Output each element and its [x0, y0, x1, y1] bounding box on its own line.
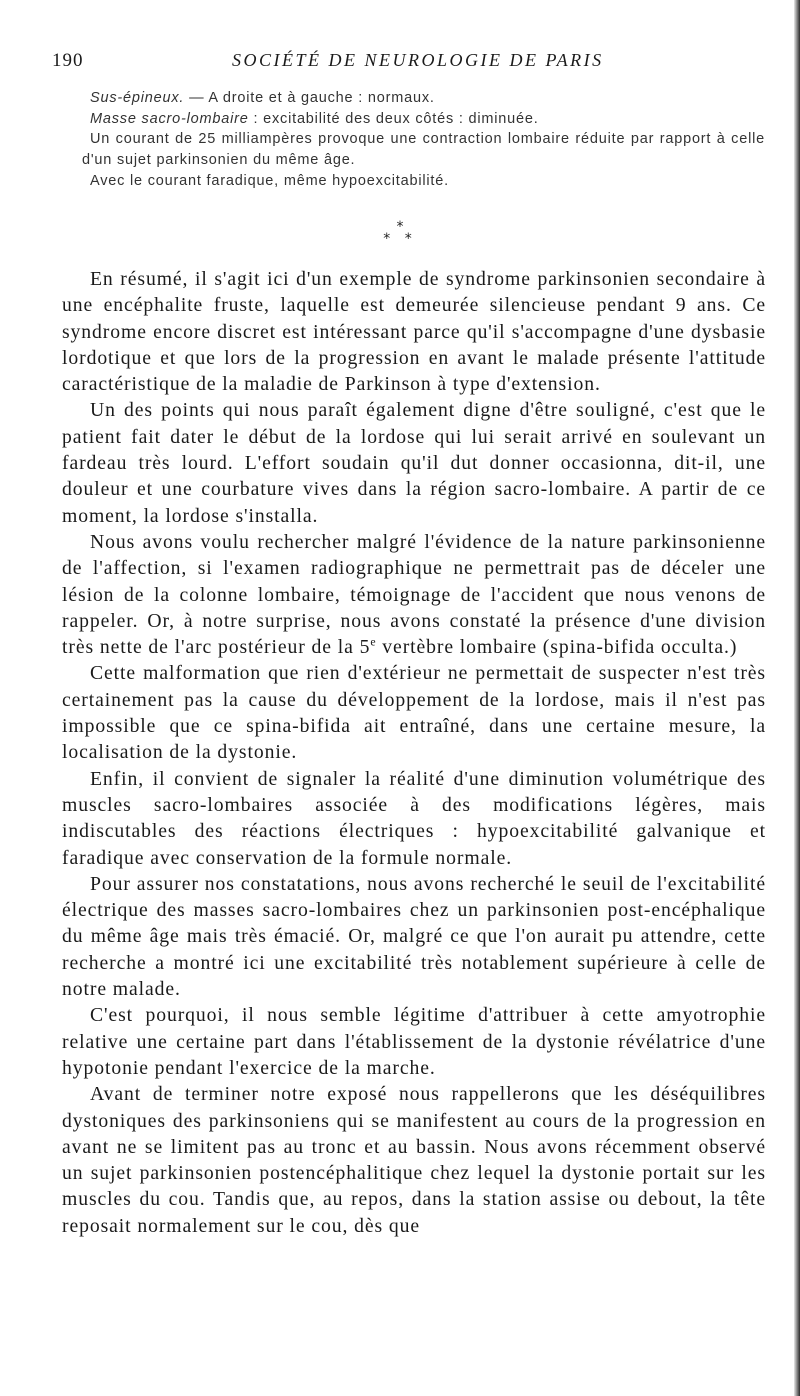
paragraph-points: Un des points qui nous paraît également digne d'être souligné, c'est que le patient fait dater le début de la lordose qui lui serait arrivé en soulevant un fardeau très lourd. L'effort soudain qu'il dut donner occasionna, dit-il, une douleur et une courbature vives dans la région sacro-lombaire. A partir de ce moment, la lordose s'installa. [62, 399, 766, 527]
paragraph-resume: En résumé, il s'agit ici d'un exemple de syndrome parkinsonien secondaire à une encéphalite fruste, laquelle est demeurée silencieuse pendant 9 ans. Ce syndrome encore discret est intéressant parce qu'il s'accompagne d'une dysbasie lordotique et que lors de la progression en avant le malade présente l'attitude caractéristique de la maladie de Parkinson à type d'extension. [62, 268, 766, 396]
examination-notes [82, 88, 765, 192]
section-asterism [0, 219, 800, 247]
paragraph-radiographie [62, 529, 766, 660]
page-header [52, 50, 742, 78]
page-edge-shadow [794, 0, 800, 1396]
paragraph-constatations: Pour assurer nos constatations, nous avons recherché le seuil de l'excitabilité électrique des masses sacro-lombaires chez un parkinsonien post-encéphalique du même âge mais très émacié. Or, malgré ce que l'on aurait pu attendre, cette recherche a montré ici une excitabilité très notablement supérieure à celle de notre malade. [62, 872, 766, 1001]
paragraph-amyotrophie: C'est pourquoi, il nous semble légitime d'attribuer à cette amyotrophie relative une certaine part dans l'établissement de la dystonie révélatrice d'une hypotonie pendant l'exercice de la marche. [62, 1004, 766, 1079]
superscript-e: e [370, 634, 377, 649]
note-masse-label: Masse sacro-lombaire [90, 110, 249, 127]
main-body-text [62, 266, 766, 1239]
note-sus-epineux [82, 88, 765, 109]
paragraph-malformation: Cette malformation que rien d'extérieur ne permettait de suspecter n'est très certainement pas la cause du développement de la lordose, mais il n'est pas impossible que ce spina-bifida ait entraîné, dans une certaine mesure, la localisation de la dystonie. [62, 662, 766, 764]
note-faradique: Avec le courant faradique, même hypoexcitabilité. [90, 172, 449, 189]
running-title: SOCIÉTÉ DE NEUROLOGIE DE PARIS [232, 50, 604, 70]
asterism-bottom: * * [383, 231, 417, 247]
page-number: 190 [52, 50, 84, 71]
note-masse [82, 109, 765, 130]
note-masse-text: : excitabilité des deux côtés : diminuée. [248, 110, 539, 127]
paragraph-conclusion: Avant de terminer notre exposé nous rappellerons que les déséquilibres dystoniques des parkinsoniens qui se manifestent au cours de la progression en avant ne se limitent pas au tronc et au bassin. Nous avons récemment observé un sujet parkinsonien postencéphalitique chez lequel la dystonie portait sur les muscles du cou. Tandis que, au repos, dans la station assise ou debout, la tête reposait normalement sur le cou, dès que [62, 1083, 766, 1237]
asterism-top: * [396, 219, 404, 235]
note-sus-text: — A droite et à gauche : normaux. [184, 90, 435, 106]
paragraph-radiographie-a: Nous avons voulu rechercher malgré l'évidence de la nature parkinsonienne de l'affection, si l'examen radiographique ne permettrait pas de déceler une lésion de la colonne lombaire, témoignage de l'accident que nous venons de rappeler. Or, à notre surprise, nous avons constaté la présence d'une division très nette de l'arc postérieur de la 5 [62, 530, 766, 659]
paragraph-radiographie-b: vertèbre lombaire (spina-bifida occulta.) [376, 636, 738, 659]
paragraph-enfin: Enfin, il convient de signaler la réalité d'une diminution volumétrique des muscles sacro-lombaires associée à des modifications légères, mais indiscutables des réactions électriques : hypoexcitabilité galvanique et faradique avec conservation de la formule normale. [62, 767, 766, 869]
note-sus-label: Sus-épineux. [90, 90, 185, 106]
note-courant: Un courant de 25 milliampères provoque une contraction lombaire réduite par rapport à celle d'un sujet parkinsonien du même âge. [82, 131, 765, 169]
